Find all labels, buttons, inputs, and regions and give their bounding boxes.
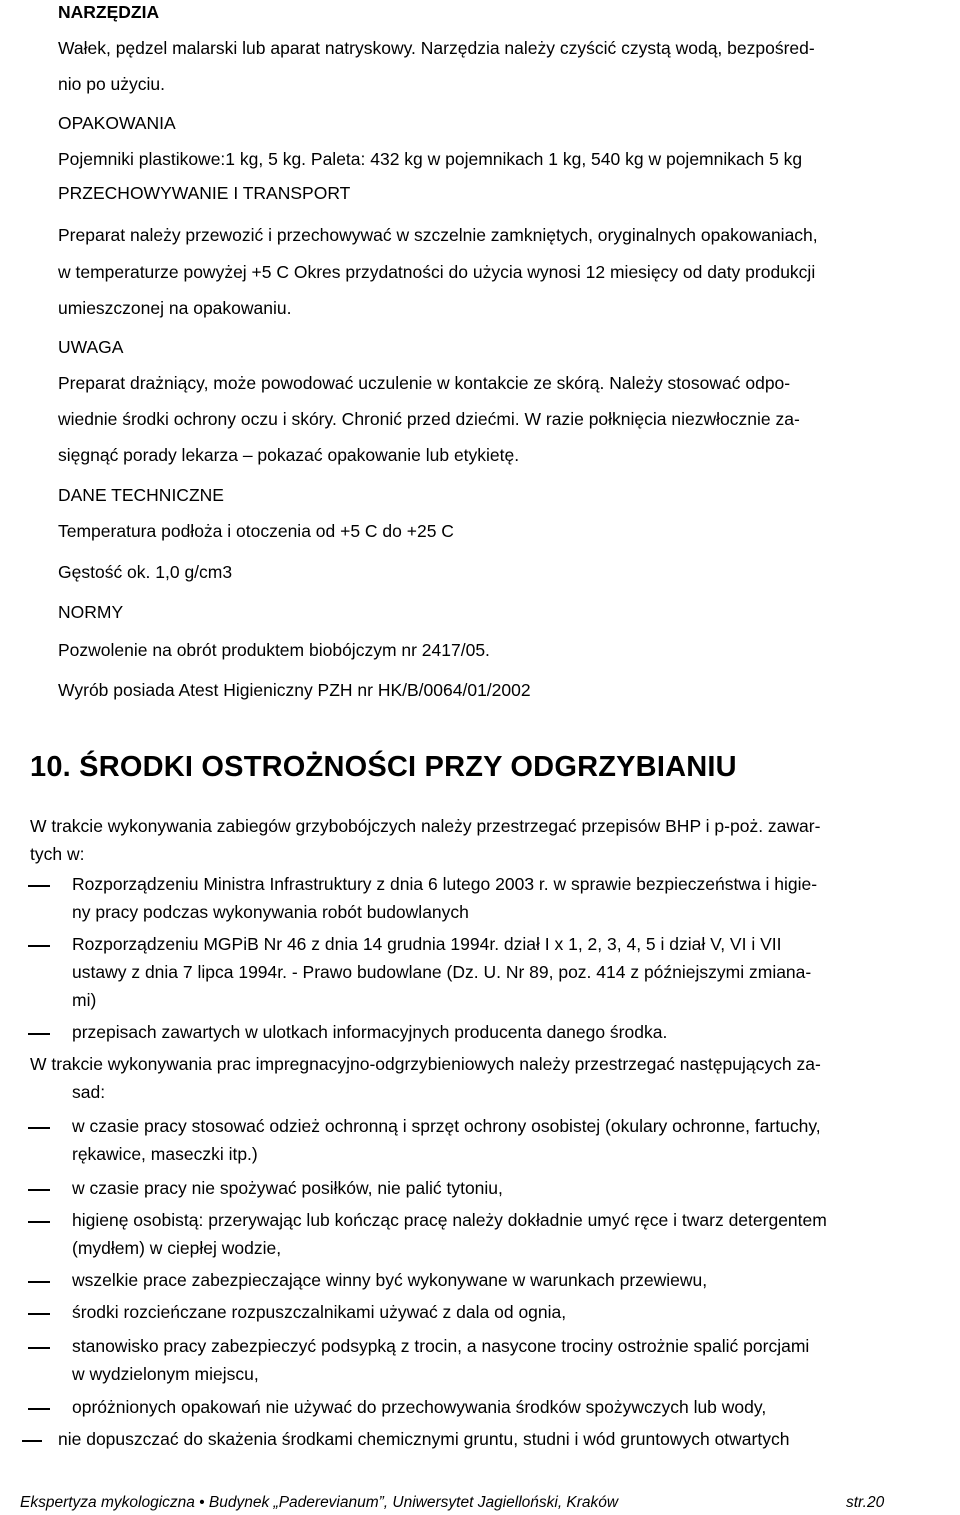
- bullet-dash: [28, 1408, 50, 1410]
- list-item-text: w wydzielonym miejscu,: [72, 1364, 259, 1384]
- normy-text-line: Wyrób posiada Atest Higieniczny PZH nr HK/B/0064/01/2002: [58, 680, 531, 700]
- przechowywanie-text-line: w temperaturze powyżej +5 C Okres przydatności do użycia wynosi 12 miesięcy od daty produkcji: [58, 262, 816, 282]
- uwaga-text-line: wiednie środki ochrony oczu i skóry. Chronić przed dziećmi. W razie połknięcia niezwłocznie za-: [58, 409, 800, 429]
- list-item-text: w czasie pracy stosować odzież ochronną i sprzęt ochrony osobistej (okulary ochronne, fartuchy,: [72, 1116, 821, 1136]
- footer-page-number: str.20: [846, 1494, 885, 1511]
- intro-text-line: W trakcie wykonywania zabiegów grzybobójczych należy przestrzegać przepisów BHP i p-poż. zawar-: [30, 816, 821, 836]
- bullet-dash: [28, 1033, 50, 1035]
- dane-techniczne-text-line: Gęstość ok. 1,0 g/cm3: [58, 562, 233, 582]
- list-item-text: rękawice, maseczki itp.): [72, 1144, 258, 1164]
- intro-text-line: sad:: [72, 1082, 106, 1102]
- opakowania-heading: OPAKOWANIA: [58, 113, 176, 133]
- przechowywanie-heading: PRZECHOWYWANIE I TRANSPORT: [58, 183, 351, 203]
- przechowywanie-text-line: Preparat należy przewozić i przechowywać w szczelnie zamkniętych, oryginalnych opakowaniach,: [58, 225, 818, 245]
- section-10-heading: 10. ŚRODKI OSTROŻNOŚCI PRZY ODGRZYBIANIU: [30, 751, 737, 783]
- bullet-dash: [28, 1313, 50, 1315]
- list-item-text: wszelkie prace zabezpieczające winny być wykonywane w warunkach przewiewu,: [72, 1270, 708, 1290]
- list-item-text: środki rozcieńczane rozpuszczalnikami używać z dala od ognia,: [72, 1302, 567, 1322]
- list-item-text: mi): [72, 990, 97, 1010]
- bullet-dash: [28, 885, 50, 887]
- bullet-dash: [28, 1127, 50, 1129]
- uwaga-text-line: sięgnąć porady lekarza – pokazać opakowanie lub etykietę.: [58, 445, 520, 465]
- bullet-dash: [28, 1347, 50, 1349]
- list-item-text: opróżnionych opakowań nie używać do przechowywania środków spożywczych lub wody,: [72, 1397, 767, 1417]
- dane-techniczne-text-line: Temperatura podłoża i otoczenia od +5 C do +25 C: [58, 521, 454, 541]
- list-item-text: w czasie pracy nie spożywać posiłków, nie palić tytoniu,: [72, 1178, 503, 1198]
- intro-text-line: tych w:: [30, 844, 85, 864]
- list-item-text: stanowisko pracy zabezpieczyć podsypką z trocin, a nasycone trociny ostrożnie spalić porcjami: [72, 1336, 810, 1356]
- list-item-text: higienę osobistą: przerywając lub kończąc pracę należy dokładnie umyć ręce i twarz detergentem: [72, 1210, 827, 1230]
- uwaga-heading: UWAGA: [58, 337, 124, 357]
- list-item-text: Rozporządzeniu MGPiB Nr 46 z dnia 14 grudnia 1994r. dział I x 1, 2, 3, 4, 5 i dział V, VI i VII: [72, 934, 782, 954]
- intro-text-line: W trakcie wykonywania prac impregnacyjno-odgrzybieniowych należy przestrzegać następujących za-: [30, 1054, 821, 1074]
- normy-text-line: Pozwolenie na obrót produktem biobójczym nr 2417/05.: [58, 640, 490, 660]
- list-item-text: (mydłem) w ciepłej wodzie,: [72, 1238, 282, 1258]
- bullet-dash: [28, 1189, 50, 1191]
- list-item-text: przepisach zawartych w ulotkach informacyjnych producenta danego środka.: [72, 1022, 668, 1042]
- list-item-text: ustawy z dnia 7 lipca 1994r. - Prawo budowlane (Dz. U. Nr 89, poz. 414 z późniejszymi zmiana-: [72, 962, 812, 982]
- bullet-dash: [28, 1281, 50, 1283]
- footer-document-title: Ekspertyza mykologiczna • Budynek „Paderevianum”, Uniwersytet Jagielloński, Kraków: [20, 1494, 619, 1511]
- list-item-text: ny pracy podczas wykonywania robót budowlanych: [72, 902, 469, 922]
- przechowywanie-text-line: umieszczonej na opakowaniu.: [58, 298, 292, 318]
- list-item-text: nie dopuszczać do skażenia środkami chemicznymi gruntu, studni i wód gruntowych otwartych: [58, 1429, 790, 1449]
- narzedzia-heading: NARZĘDZIA: [58, 2, 160, 22]
- normy-heading: NORMY: [58, 602, 124, 622]
- uwaga-text-line: Preparat drażniący, może powodować uczulenie w kontakcie ze skórą. Należy stosować odpo-: [58, 373, 791, 393]
- list-item-text: Rozporządzeniu Ministra Infrastruktury z dnia 6 lutego 2003 r. w sprawie bezpieczeństwa i higie-: [72, 874, 818, 894]
- dane-techniczne-heading: DANE TECHNICZNE: [58, 485, 224, 505]
- bullet-dash: [28, 1221, 50, 1223]
- bullet-dash: [28, 945, 50, 947]
- bullet-dash: [22, 1440, 42, 1442]
- narzedzia-text-line: nio po użyciu.: [58, 74, 166, 94]
- opakowania-text-line: Pojemniki plastikowe:1 kg, 5 kg. Paleta: 432 kg w pojemnikach 1 kg, 540 kg w pojemnikach 5 kg: [58, 149, 803, 169]
- narzedzia-text-line: Wałek, pędzel malarski lub aparat natryskowy. Narzędzia należy czyścić czystą wodą, bezpośred-: [58, 38, 815, 58]
